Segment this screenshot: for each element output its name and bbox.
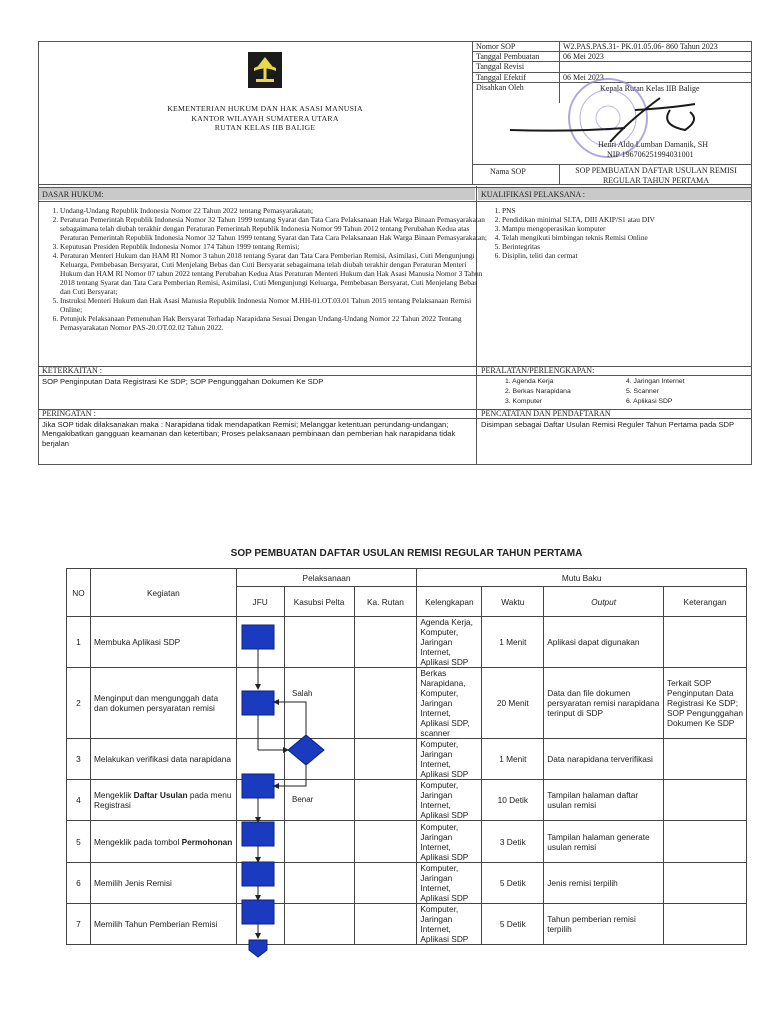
col-keterangan-header: Keterangan	[664, 587, 747, 617]
kualifikasi-item: 2. Pendidikan minimal SLTA, DIII AKIP/S1 atau DIV	[502, 215, 762, 224]
step-kelengkapan: Komputer, Jaringan Internet, Aplikasi SDP	[417, 863, 482, 904]
karutan-cell	[354, 863, 417, 904]
nama-sop-label: Nama SOP	[490, 167, 526, 176]
col-karutan-header: Ka. Rutan	[354, 587, 417, 617]
sop-flow-table	[66, 568, 747, 945]
step-waktu: 1 Menit	[482, 617, 544, 668]
step-kelengkapan: Agenda Kerja, Komputer, Jaringan Internet, Aplikasi SDP	[417, 617, 482, 668]
dasar-hukum-item: 4. Peraturan Menteri Hukum dan HAM RI Nomor 3 tahun 2018 tentang Syarat dan Tata Cara Pemberian Remisi, Asimilasi, Cuti Mengunjungi Keluarga, Pembebasan Bersyarat, Cuti Menjelang Bebas dan Cuti Bersyarat sebagaimana telah diubah terakhir dengan Peraturan Menteri Hukum dan HAM RI Nomor 07 tahun 2022 tentang Perubahan Kedua Atas Peraturan Menteri Hukum dan Hak Asasi Manusia Nomor 3 Tahun 2018 tentang Syarat dan Tata Cara Pemberian Remisi, Asimilasi, Cuti Mengunjungi Keluarga, Pembebasan Bersyarat, Cuti Menjelang Bebas dan Cuti Bersyarat;	[60, 251, 488, 296]
kegiatan-bold-text: Daftar Usulan	[133, 790, 188, 800]
step-kegiatan	[90, 904, 236, 945]
step-kegiatan	[90, 668, 236, 739]
step-output: Jenis remisi terpilih	[544, 863, 664, 904]
dasar-hukum-item: 5. Instruksi Menteri Hukum dan Hak Asasi Manusia Republik Indonesia Nomor M.HH-01.OT.03.01 Tahun 2015 tentang Pelaksanaan Remisi Online;	[60, 296, 488, 314]
jfu-cell	[236, 863, 284, 904]
kegiatan-post-text: pada menu Registrasi	[93, 790, 232, 810]
peralatan-item: 4. Jaringan Internet	[626, 378, 685, 385]
kualifikasi-item: 1. PNS	[502, 206, 762, 215]
karutan-cell	[354, 904, 417, 945]
jfu-cell	[236, 821, 284, 863]
approver-title: Kepala Rutan Kelas IIB Balige	[600, 84, 700, 93]
kualifikasi-item: 5. Berintegritas	[502, 242, 762, 251]
peralatan-right	[626, 377, 685, 407]
kasubsi-cell	[284, 904, 354, 945]
flow-label-benar: Benar	[292, 795, 314, 804]
sop-step-row	[67, 863, 747, 904]
dasar-hukum-item: 1. Undang-Undang Republik Indonesia Nomor 22 Tahun 2022 tentang Pemasyarakatan;	[60, 206, 488, 215]
kasubsi-cell	[284, 739, 354, 780]
step-number: 3	[67, 739, 91, 780]
tanggal-efektif-value: 06 Mei 2023	[563, 73, 604, 82]
col-waktu-header: Waktu	[482, 587, 544, 617]
kegiatan-text: Mengeklik pada tombol	[93, 836, 182, 847]
peringatan-title: PERINGATAN :	[42, 409, 96, 418]
dasar-hukum-title: DASAR HUKUM:	[42, 190, 104, 199]
sop-table-title: SOP PEMBUATAN DAFTAR USULAN REMISI REGULAR TAHUN PERTAMA	[230, 548, 583, 559]
peringatan-text: Jika SOP tidak dilaksanakan maka : Narapidana tidak mendapatkan Remisi; Melanggar ketentuan perundang-undangan; Mengakibatkan gangguan keamanan dan ketertiban; Proses pelaksanaan pembinaan dan pemberian hak narapidana tidak berjalan	[42, 420, 456, 448]
step-waktu: 1 Menit	[482, 739, 544, 780]
step-keterangan	[664, 821, 747, 863]
step-waktu: 20 Menit	[482, 668, 544, 739]
step-output: Tampilan halaman daftar usulan remisi	[544, 780, 664, 821]
col-jfu-header: JFU	[236, 587, 284, 617]
karutan-cell	[354, 617, 417, 668]
step-output: Aplikasi dapat digunakan	[544, 617, 664, 668]
peralatan-item: 6. Aplikasi SDP	[626, 398, 673, 405]
kegiatan-text: Memilih Tahun Pemberian Remisi	[93, 919, 218, 929]
dasar-hukum-item: 2. Peraturan Pemerintah Republik Indonesia Nomor 32 Tahun 1999 tentang Syarat dan Tata Cara Pelaksanaan Hak Warga Binaan Pemasyarakatan sebagaimana telah diubah terakhir dengan Peraturan Pemerintah Republik Indonesia Nomor 99 Tahun 2012 tentang Perubahan Kedua atas Peraturan Pemerintah Republik Indonesia Nomor 32 Tahun 1999 tentang Syarat dan Tata Cara Pelaksanaan Hak Warga Binaan Pemasyarakatan;	[60, 215, 488, 242]
org-line-2: KANTOR WILAYAH SUMATERA UTARA	[191, 113, 339, 123]
step-kegiatan	[90, 821, 236, 863]
jfu-cell	[236, 739, 284, 780]
jfu-cell	[236, 780, 284, 821]
step-keterangan: Terkait SOP Penginputan Data Registrasi Ke SDP; SOP Pengunggahan Dokumen Ke SDP	[664, 668, 747, 739]
step-keterangan	[664, 904, 747, 945]
jfu-cell	[236, 617, 284, 668]
col-kelengkapan-header: Kelengkapan	[417, 587, 482, 617]
tanggal-pembuatan-label: Tanggal Pembuatan	[476, 52, 540, 61]
keterkaitan-title: KETERKAITAN :	[42, 366, 103, 375]
step-output: Data narapidana terverifikasi	[544, 739, 664, 780]
kasubsi-cell	[284, 780, 354, 821]
step-number: 5	[67, 821, 91, 863]
step-waktu: 5 Detik	[482, 904, 544, 945]
col-pelaksanaan-header: Pelaksanaan	[236, 569, 417, 587]
step-output: Tampilan halaman generate usulan remisi	[544, 821, 664, 863]
step-waktu: 5 Detik	[482, 863, 544, 904]
pengayoman-logo	[248, 52, 282, 88]
pencatatan-title: PENCATATAN DAN PENDAFTARAN	[481, 409, 611, 418]
kasubsi-cell	[284, 821, 354, 863]
step-output: Tahun pemberian remisi terpilih	[544, 904, 664, 945]
nomor-sop-value: W2.PAS.PAS.31- PK.01.05.06- 860 Tahun 2023	[563, 42, 718, 51]
tanggal-pembuatan-value: 06 Mei 2023	[563, 52, 604, 61]
peralatan-item: 5. Scanner	[626, 388, 659, 395]
disahkan-label: Disahkan Oleh	[476, 83, 524, 92]
sop-step-row	[67, 739, 747, 780]
org-line-1: KEMENTERIAN HUKUM DAN HAK ASASI MANUSIA	[167, 104, 363, 113]
kualifikasi-item: 3. Mampu mengoperasikan komputer	[502, 224, 762, 233]
signer-nip: NIP 196706251994031001	[607, 150, 694, 159]
peralatan-title: PERALATAN/PERLENGKAPAN:	[481, 366, 595, 375]
keterkaitan-text: SOP Penginputan Data Registrasi Ke SDP; SOP Pengunggahan Dokumen Ke SDP	[42, 377, 324, 386]
kasubsi-cell	[284, 668, 354, 739]
karutan-cell	[354, 739, 417, 780]
step-kegiatan	[90, 739, 236, 780]
peralatan-item: 2. Berkas Narapidana	[505, 388, 571, 395]
step-keterangan	[664, 863, 747, 904]
step-number: 4	[67, 780, 91, 821]
dasar-hukum-item: 6. Petunjuk Pelaksanaan Pemenuhan Hak Bersyarat Terhadap Narapidana Sesuai Dengan Undang-Undang Nomor 22 Tahun 2022 Tentang Pemasyarakatan Nomor PAS-20.OT.02.02 Tahun 2022.	[60, 314, 488, 332]
kualifikasi-item: 4. Telah mengikuti bimbingan teknis Remisi Online	[502, 233, 762, 242]
nama-sop-value: SOP PEMBUATAN DAFTAR USULAN REMISI REGULAR TAHUN PERTAMA	[575, 166, 737, 185]
pencatatan-text: Disimpan sebagai Daftar Usulan Remisi Reguler Tahun Pertama pada SDP	[481, 420, 735, 429]
jfu-cell	[236, 668, 284, 739]
flow-label-salah: Salah	[292, 689, 313, 698]
step-kelengkapan: Komputer, Jaringan Internet, Aplikasi SDP	[417, 739, 482, 780]
step-number: 7	[67, 904, 91, 945]
signer-name: Henri Aldo Lumban Damanik, SH	[598, 140, 708, 149]
peralatan-left	[505, 377, 571, 407]
kegiatan-bold-text: Permohonan	[181, 836, 233, 847]
col-no-header: NO	[67, 569, 91, 617]
kegiatan-text: Memilih Jenis Remisi	[93, 878, 172, 888]
col-output-header: Output	[544, 587, 664, 617]
tanggal-efektif-label: Tanggal Efektif	[476, 73, 526, 82]
nomor-sop-label: Nomor SOP	[476, 42, 516, 51]
tanggal-revisi-label: Tanggal Revisi	[476, 62, 525, 71]
sop-step-row	[67, 821, 747, 863]
step-keterangan	[664, 617, 747, 668]
col-kasubsi-header: Kasubsi Pelta	[284, 587, 354, 617]
karutan-cell	[354, 668, 417, 739]
sop-step-row	[67, 617, 747, 668]
jfu-cell	[236, 904, 284, 945]
step-kelengkapan: Komputer, Jaringan Internet, Aplikasi SDP	[417, 821, 482, 863]
dasar-hukum-item: 3. Keputusan Presiden Republik Indonesia Nomor 174 Tahun 1999 tentang Remisi;	[60, 242, 488, 251]
col-kegiatan-header: Kegiatan	[90, 569, 236, 617]
kualifikasi-title: KUALIFIKASI PELAKSANA :	[481, 190, 586, 199]
step-number: 1	[67, 617, 91, 668]
step-kelengkapan: Komputer, Jaringan Internet, Aplikasi SDP	[417, 780, 482, 821]
peralatan-item: 3. Komputer	[505, 398, 543, 405]
step-output: Data dan file dokumen persyaratan remisi narapidana terinput di SDP	[544, 668, 664, 739]
kegiatan-text: Mengeklik	[93, 790, 134, 800]
step-number: 6	[67, 863, 91, 904]
step-number: 2	[67, 668, 91, 739]
step-kelengkapan: Komputer, Jaringan Internet, Aplikasi SDP	[417, 904, 482, 945]
organization-header	[150, 104, 380, 133]
kualifikasi-list	[484, 206, 762, 260]
step-keterangan	[664, 780, 747, 821]
step-waktu: 10 Detik	[482, 780, 544, 821]
sop-step-row	[67, 780, 747, 821]
peralatan-item: 1. Agenda Kerja	[505, 378, 554, 385]
dasar-hukum-list	[42, 206, 488, 332]
kegiatan-text: Membuka Aplikasi SDP	[93, 637, 181, 647]
sop-step-row	[67, 904, 747, 945]
step-kegiatan	[90, 863, 236, 904]
kualifikasi-item: 6. Disiplin, teliti dan cermat	[502, 251, 762, 260]
karutan-cell	[354, 780, 417, 821]
sop-step-row	[67, 668, 747, 739]
step-waktu: 3 Detik	[482, 821, 544, 863]
kegiatan-text: Melakukan verifikasi data narapidana	[93, 754, 231, 764]
col-mutu-baku-header: Mutu Baku	[417, 569, 747, 587]
kasubsi-cell	[284, 863, 354, 904]
step-kegiatan	[90, 780, 236, 821]
step-kelengkapan: Berkas Narapidana, Komputer, Jaringan Internet, Aplikasi SDP, scanner	[417, 668, 482, 739]
step-keterangan	[664, 739, 747, 780]
step-kegiatan	[90, 617, 236, 668]
kasubsi-cell	[284, 617, 354, 668]
kegiatan-text: Menginput dan mengunggah data dan dokumen persyaratan remisi	[93, 693, 219, 713]
org-line-3: RUTAN KELAS IIB BALIGE	[214, 123, 316, 133]
karutan-cell	[354, 821, 417, 863]
